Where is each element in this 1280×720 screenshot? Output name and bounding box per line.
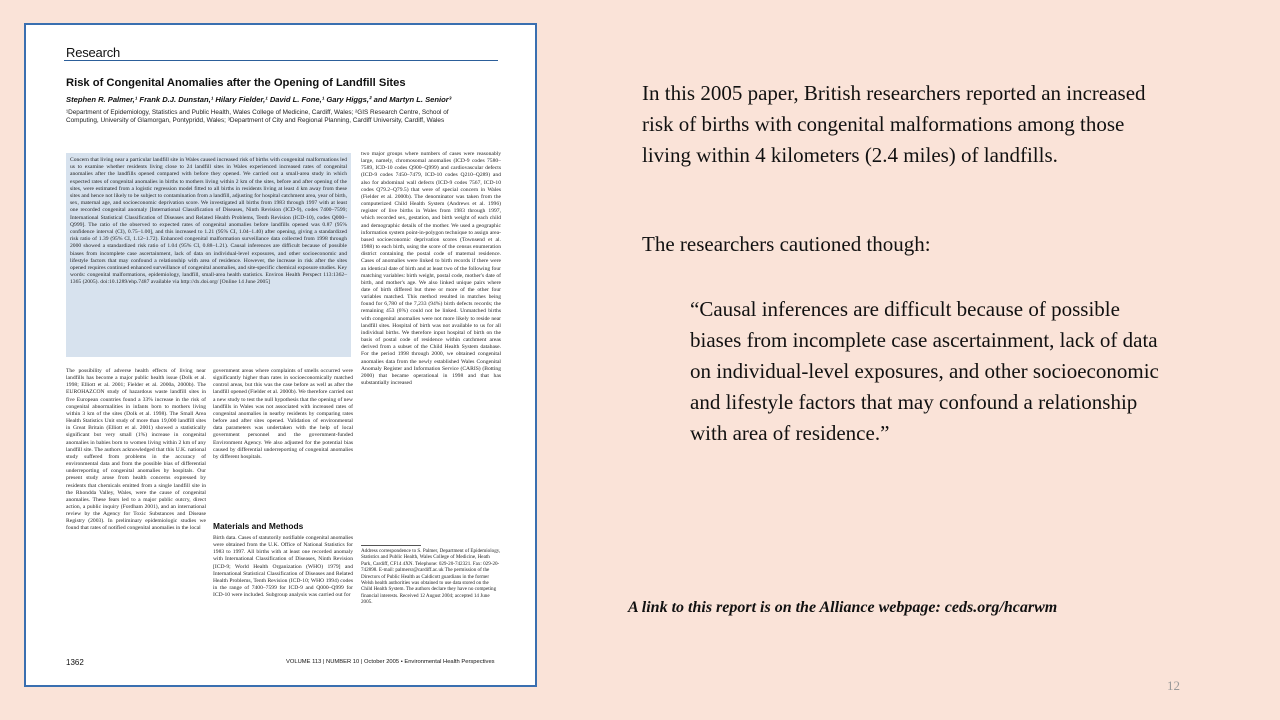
paper-page-number: 1362 [66,658,84,667]
slide-caution-text: The researchers cautioned though: [642,232,931,256]
section-divider [64,60,498,61]
paper-section-label: Research [66,45,121,60]
correspondence-note: Address correspondence to S. Palmer, Department of Epidemiology, Statistics and Public Health, Wales College of Medicine, Heath Park, Cardiff, CF14 4XN. Telephone: 029-20-742321. Fax: 029-20-742898. E-mail: palmersr@cardiff.ac.uk The permission of the Directors of Public Health as Caldicott guardians in the former Welsh health authorities was obtained to use data stored on the Child Health System. The authors declare they have no competing financial interests. Received 12 August 2004; accepted 14 June 2005. [361,548,501,606]
paper-column-3: two major groups where numbers of cases were reasonably large, namely, chromosomal anomalies (ICD-9 codes 7580–7589, ICD-10 codes Q900–Q999) and cardiovascular defects (ICD-9 codes 7450–7479, ICD-10 codes Q210–Q289) and also for abdominal wall defects (ICD-9 codes 7567, ICD-10 codes Q79.2–Q79.5) that were of special concern in Wales (Fielder et al. 2000b). The denominator was taken from the computerized Child Health System (Andrews et al. 1996) register of live births in Wales from 1983 through 1997, which recorded sex, gestation, and birth weight of each child and demographic details of the mother. We used a geographic information system point-in-polygon technique to assign area-based socioeconomic deprivation scores (Townsend et al. 1988) to each birth, using the score of the census enumeration district containing the postal code of maternal residence. Cases of anomalies were linked to birth records if there were an identical date of birth and at least two of the following four matching variables: birth weight, postal code, mother's date of birth, and mother's age. We also linked unique pairs where date of birth differed but three or more of the other four variables matched. This method resulted in matches being found for 6,780 of the 7,233 (94%) birth defects records; the remaining 453 (6%) could not be linked. Unmatched births with congenital anomalies were not more likely to reside near landfill sites. Hospital of birth was not available to us for all individual births. We therefore input hospital of birth on the basis of postal code of residence within catchment areas derived from a subset of the Child Health System database. For the period 1998 through 2000, we obtained congenital anomalies data from the newly established Wales Congenital Anomaly Register and Information Service (CARIS) (Botting 2000) that became operational in 1998 and that has substantially increased [361,151,501,386]
slide-link-note: A link to this report is on the Alliance webpage: ceds.org/hcarwm [628,599,1058,616]
paper-page-image [24,23,537,687]
paper-abstract: Concern that living near a particular landfill site in Wales caused increased risk of births with congenital malformations led us to examine whether residents living close to 24 landfill sites in Wales experienced increased rates of congenital anomalies after the landfills opened compared with before they opened. We carried out a small-area study in which expected rates of congenital anomalies in births to mothers living within 2 km of the sites, before and after opening of the sites, were estimated from a logistic regression model fitted to all births in residents living at least 4 km away from these sites and hence not likely to be subject to contamination from a landfill, adjusting for hospital catchment area, year of birth, sex, maternal age, and socioeconomic deprivation score. We investigated all births from 1983 through 1997 with at least one recorded congenital anomaly [International Classification of Diseases, Ninth Revision (ICD-9), codes 7400–7599; International Statistical Classification of Diseases and Related Health Problems, Tenth Revision (ICD-10), codes Q000–Q999]. The ratio of the observed to expected rates of congenital anomalies before landfills opened was 0.87 (95% confidence interval (CI), 0.75–1.00], and this increased to 1.21 (95% CI, 1.04–1.40) after opening, giving a standardized risk ratio of 1.39 (95% CI, 1.12–1.72). Enhanced congenital malformation surveillance data collected from 1998 through 2000 showed a standardized risk ratio of 1.04 (95% CI, 0.88–1.21). Causal inferences are difficult because of possible biases from incomplete case ascertainment, lack of data on individual-level exposures, and other socioeconomic and lifestyle factors that may confound a relationship with area of residence. However, the increase in risk after the sites opened requires continued enhanced surveillance of congenital anomalies, and site-specific chemical exposure studies. Key words: congenital malformations, epidemiology, landfill, small-area health statistics. Environ Health Perspect 113:1362–1365 (2005). doi:10.1289/ehp.7487 available via http://dx.doi.org/ [Online 14 June 2005] [66,153,351,357]
paper-authors: Stephen R. Palmer,¹ Frank D.J. Dunstan,¹ Hilary Fielder,¹ David L. Fone,¹ Gary Higgs,² and Martyn L. Senior³ [66,95,452,104]
slide-number: 12 [1167,678,1180,693]
paper-title: Risk of Congenital Anomalies after the Opening of Landfill Sites [66,77,406,89]
paper-column-2: government areas where complaints of smells occurred were significantly higher than rates in socioeconomically matched control areas, but this was the case before as well as after the landfill opened (Fielder et al. 2000b). We therefore carried out a new study to test the null hypothesis that the opening of new landfills in Wales was not associated with increased rates of congenital anomalies in nearby residents by comparing rates before and after sites opened. Validation of environmental data parameters was undertaken with the help of local government personnel and the government-funded Environment Agency. We also adjusted for the potential bias caused by differential underreporting of congenital anomalies by different hospitals. [213,368,353,460]
slide-quote: “Causal inferences are difficult because of possible biases from incomplete case ascertainment, lack of data on individual-level exposures, and other socioeconomic and lifestyle factors that may confound a relationship with area of residence.” [690,297,1159,445]
journal-info: VOLUME 113 | NUMBER 10 | October 2005 • Environmental Health Perspectives [286,659,495,665]
paper-column-1: The possibility of adverse health effects of living near landfills has become a major public health issue (Dolk et al. 1998; Elliott et al. 2001; Fielder et al. 2000a, 2000b). The EUROHAZCON study of hazardous waste landfill sites in five European countries found a 33% increase in the risk of congenital abnormalities in infants born to mothers living within 3 km of the sites (Dolk et al. 1998). The Small Area Health Statistics Unit study of more than 19,000 landfill sites in Great Britain (Elliott et al. 2001) showed a statistically significant but very small (1%) increase in congenital anomalies in babies born to women living within 2 km of any landfill site. The authors acknowledged that this U.K. national study suffered from problems in the accuracy of environmental data and from the possible bias of differential underreporting of congenital anomalies by hospitals. Our present study arose from health concerns expressed by residents that chemicals emitted from a single landfill site in the Rhondda Valley, Wales, were the cause of congenital anomalies. These fears led to a major public outcry, direct action, a public inquiry (Fordham 2001), and an international review by the Agency for Toxic Substances and Disease Registry (2003). In preliminary epidemiologic studies we found that rates of notified congenital anomalies in the local [66,368,206,532]
paper-column-2-methods: Birth data. Cases of statutorily notifiable congenital anomalies were obtained from the U.K. Office of National Statistics for 1983 to 1997. All births with at least one recorded anomaly with International Classification of Diseases, Ninth Revision [ICD-9; World Health Organization (WHO) 1979] and International Statistical Classification of Diseases and Related Health Problems, Tenth Revision (ICD-10; WHO 1994) codes in the range of 7400–7599 for ICD-9 and Q000–Q999 for ICD-10 were included. Subgroup analysis was carried out for [213,535,353,599]
correspondence-divider [361,545,421,546]
paper-affiliations: ¹Department of Epidemiology, Statistics and Public Health, Wales College of Medicine, Cardiff, Wales; ²GIS Research Centre, School of Computing, University of Glamorgan, Pontypridd, Wales; ³Department of City and Regional Planning, Cardiff University, Cardiff, Wales [66,109,449,124]
methods-heading: Materials and Methods [213,521,304,531]
slide-intro-text: In this 2005 paper, British researchers reported an increased risk of births with congenital malformations among those living within 4 kilometers (2.4 miles) of landfills. [642,81,1146,167]
